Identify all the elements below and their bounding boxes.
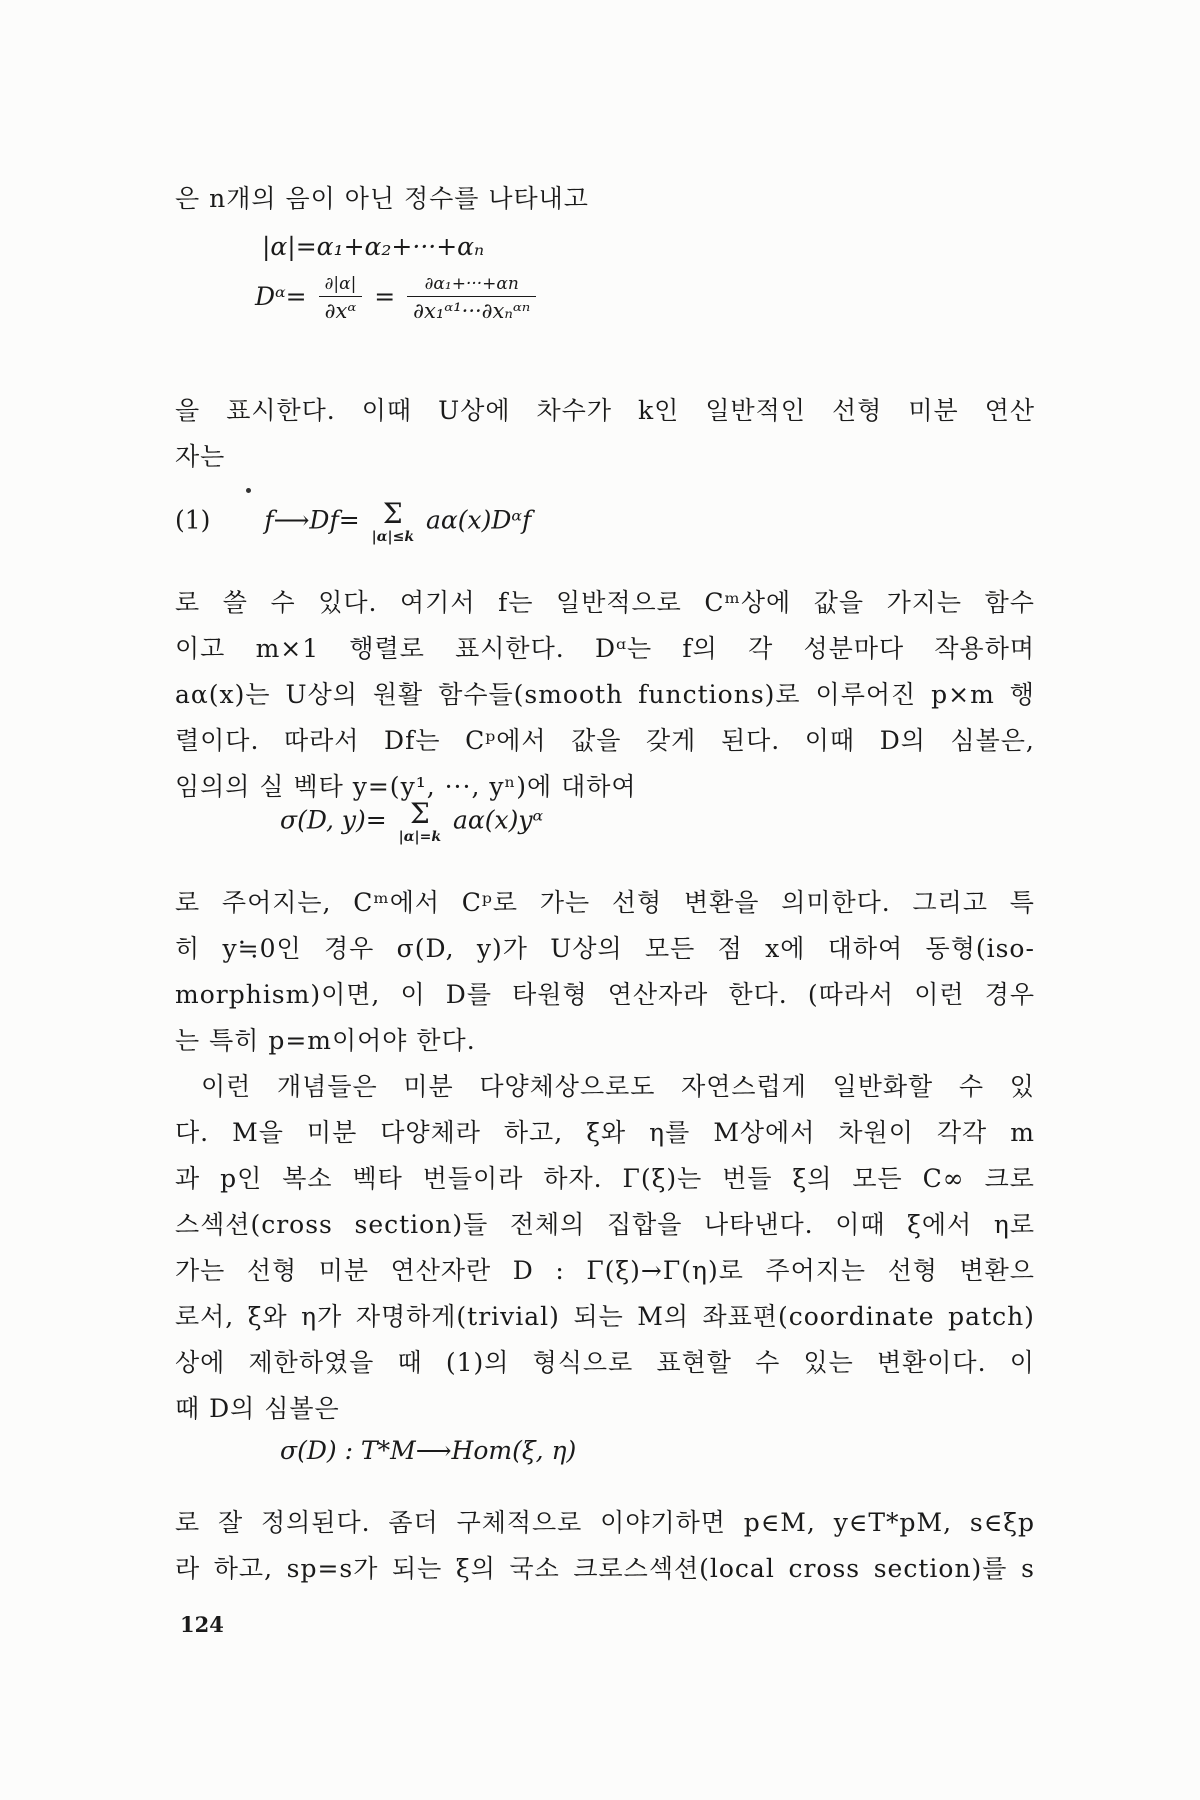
paragraph-symbol-definition — [175, 1500, 1035, 1592]
text-line: 가는 선형 미분 연산자란 D : Γ(ξ)→Γ(η)로 주어지는 선형 변환으 — [175, 1256, 1035, 1285]
equation-lhs: σ(D, y)= — [280, 805, 387, 835]
text-line: aα(x)는 U상의 원활 함수들(smooth functions)로 이루어진 p×m 행 — [175, 680, 1035, 709]
page-number: 124 — [180, 1612, 224, 1637]
summation — [398, 797, 442, 845]
text-line: 임의의 실 벡타 y=(y¹, ···, yⁿ)에 대하여 — [175, 772, 637, 801]
fraction-numerator: ∂α₁+···+αn — [407, 272, 536, 297]
paragraph-operator-definition — [175, 388, 1035, 480]
text-line: 과 p인 복소 벡타 번들이라 하자. Γ(ξ)는 번들 ξ의 모든 C∞ 크로 — [175, 1164, 1035, 1193]
text-line: 때 D의 심볼은 — [175, 1394, 340, 1423]
fraction-first — [319, 272, 363, 325]
paragraph-elliptic — [175, 880, 1035, 1064]
text-line: 로 쓸 수 있다. 여기서 f는 일반적으로 Cᵐ상에 값을 가지는 함수 — [175, 588, 1035, 617]
equation-text: σ(D) : T*M⟶Hom(ξ, η) — [280, 1436, 577, 1465]
text-line: 상에 제한하였을 때 (1)의 형식으로 표현할 수 있는 변환이다. 이 — [175, 1348, 1035, 1377]
text-line: 을 표시한다. 이때 U상에 차수가 k인 일반적인 선형 미분 연산 — [175, 396, 1035, 425]
equation-1 — [175, 497, 532, 545]
equation-derivative — [255, 272, 540, 325]
text-line: 은 n개의 음이 아닌 정수를 나타내고 — [175, 184, 589, 213]
text-line: 로 잘 정의된다. 좀더 구체적으로 이야기하면 p∈M, y∈T*pM, s∈ξp — [175, 1508, 1035, 1537]
paragraph-intro — [175, 176, 1035, 222]
paragraph-manifold-generalization — [175, 1064, 1035, 1432]
summation-sign: Σ — [382, 497, 403, 530]
text-line: 히 y≒0인 경우 σ(D, y)가 U상의 모든 점 x에 대하여 동형(iso- — [175, 934, 1035, 963]
equals-sign: = — [374, 282, 396, 311]
equation-label: (1) — [175, 505, 211, 535]
text-line: 는 특히 p=m이어야 한다. — [175, 1026, 476, 1055]
fraction-denominator: ∂xᵅ — [324, 299, 357, 323]
summation-limit: |α|≤k — [371, 529, 415, 545]
text-line: 이고 m×1 행렬로 표시한다. Dᵅ는 f의 각 성분마다 작용하며 — [175, 634, 1035, 663]
fraction-numerator: ∂|α| — [319, 272, 363, 297]
summation-sign: Σ — [409, 797, 430, 830]
text-line: 로서, ξ와 η가 자명하게(trivial) 되는 M의 좌표편(coordinate patch) — [175, 1302, 1035, 1331]
text-line: 렬이다. 따라서 Df는 Cᵖ에서 값을 갖게 된다. 이때 D의 심볼은, — [175, 726, 1035, 755]
summation — [371, 497, 415, 545]
text-line: morphism)이면, 이 D를 타원형 연산자라 한다. (따라서 이런 경우 — [175, 980, 1035, 1009]
summation-limit: |α|=k — [398, 829, 442, 845]
text-line: 자는 — [175, 442, 226, 471]
text-line: 이런 개념들은 미분 다양체상으로도 자연스럽게 일반화할 수 있 — [201, 1072, 1035, 1101]
print-speck — [246, 488, 251, 493]
paragraph-operator-explanation — [175, 580, 1035, 810]
equation-hom — [280, 1436, 576, 1465]
equation-symbol — [280, 797, 544, 845]
equation-rhs: aα(x)Dᵅf — [425, 505, 532, 535]
equation-lhs: f⟶Df= — [264, 505, 360, 535]
equation-lhs: Dᵅ= — [255, 282, 307, 311]
text-line: 다. M을 미분 다양체라 하고, ξ와 η를 M상에서 차원이 각각 m — [175, 1118, 1035, 1147]
fraction-denominator: ∂x₁ᵅ¹···∂xₙᵅⁿ — [413, 299, 531, 323]
text-line: 스섹션(cross section)들 전체의 집합을 나타낸다. 이때 ξ에서 η로 — [175, 1210, 1035, 1239]
equation-rhs: aα(x)yᵅ — [453, 805, 544, 835]
fraction-second — [407, 272, 536, 325]
text-line: 라 하고, sp=s가 되는 ξ의 국소 크로스섹션(local cross section)를 s — [175, 1554, 1035, 1583]
text-line: 로 주어지는, Cᵐ에서 Cᵖ로 가는 선형 변환을 의미한다. 그리고 특 — [175, 888, 1035, 917]
equation-text: |α|=α₁+α₂+···+αₙ — [262, 232, 485, 261]
equation-alpha-norm — [262, 232, 484, 261]
